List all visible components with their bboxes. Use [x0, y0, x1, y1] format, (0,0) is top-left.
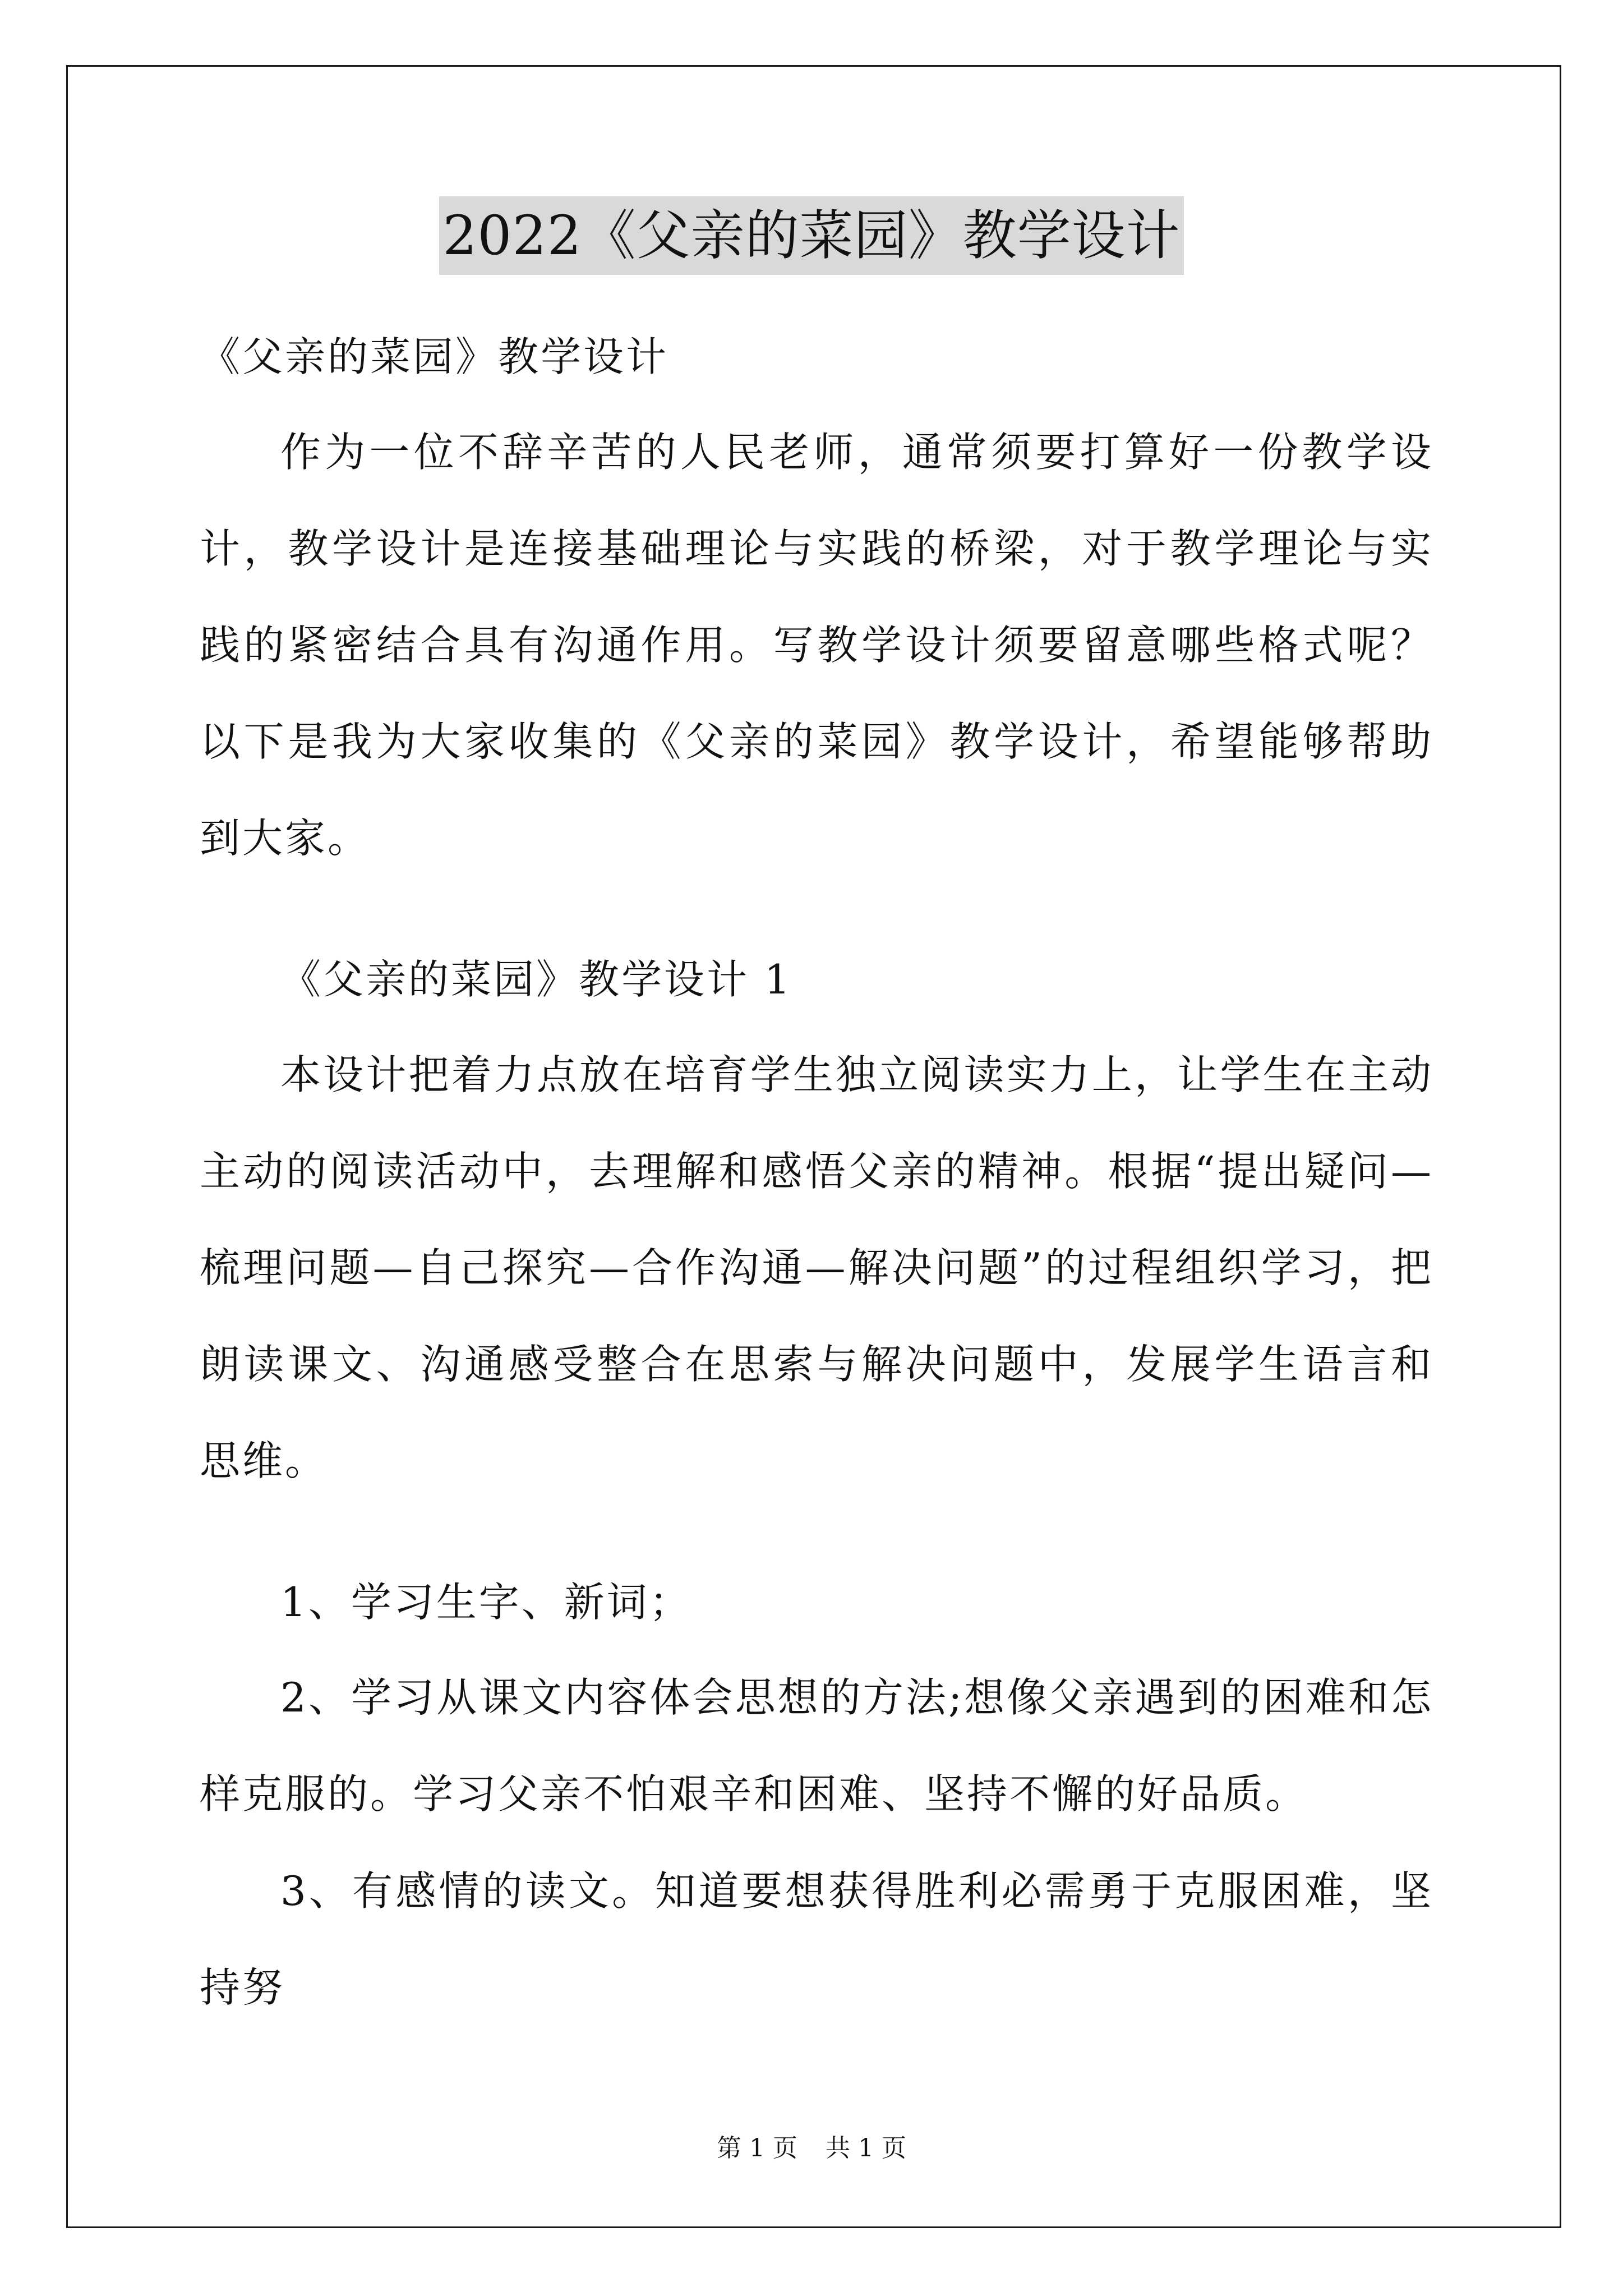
section-heading: 《父亲的菜园》教学设计 1 — [280, 956, 792, 1003]
section-body-paragraph: 本设计把着力点放在培育学生独立阅读实力上，让学生在主动主动的阅读活动中，去理解和感悟父亲的精神。根据“提出疑问—梳理问题—自己探究—合作沟通—解决问题”的过程组织学习，把朗读课文、沟通感受整合在思索与解决问题中，发展学生语言和思维。 — [200, 1051, 1433, 1484]
objective-item-2: 2、学习从课文内容体会思想的方法;想像父亲遇到的困难和怎样克服的。学习父亲不怕艰辛和困难、坚持不懈的好品质。 — [200, 1674, 1433, 1818]
objective-item-1: 1、学习生字、新词； — [280, 1579, 692, 1626]
page-number-current: 第 1 页 — [717, 2134, 797, 2162]
document-subtitle: 《父亲的菜园》教学设计 — [200, 333, 669, 380]
page-number-total: 共 1 页 — [826, 2134, 906, 2162]
document-title: 2022《父亲的菜园》教学设计 — [439, 196, 1183, 275]
objective-item-3: 3、有感情的读文。知道要想获得胜利必需勇于克服困难，坚持努 — [200, 1867, 1433, 2011]
title-container — [0, 196, 1623, 275]
page-footer — [0, 2132, 1623, 2165]
intro-paragraph: 作为一位不辞辛苦的人民老师，通常须要打算好一份教学设计，教学设计是连接基础理论与实践的桥梁，对于教学理论与实践的紧密结合具有沟通作用。写教学设计须要留意哪些格式呢？以下是我为大家收集的《父亲的菜园》教学设计，希望能够帮助到大家。 — [200, 429, 1433, 862]
